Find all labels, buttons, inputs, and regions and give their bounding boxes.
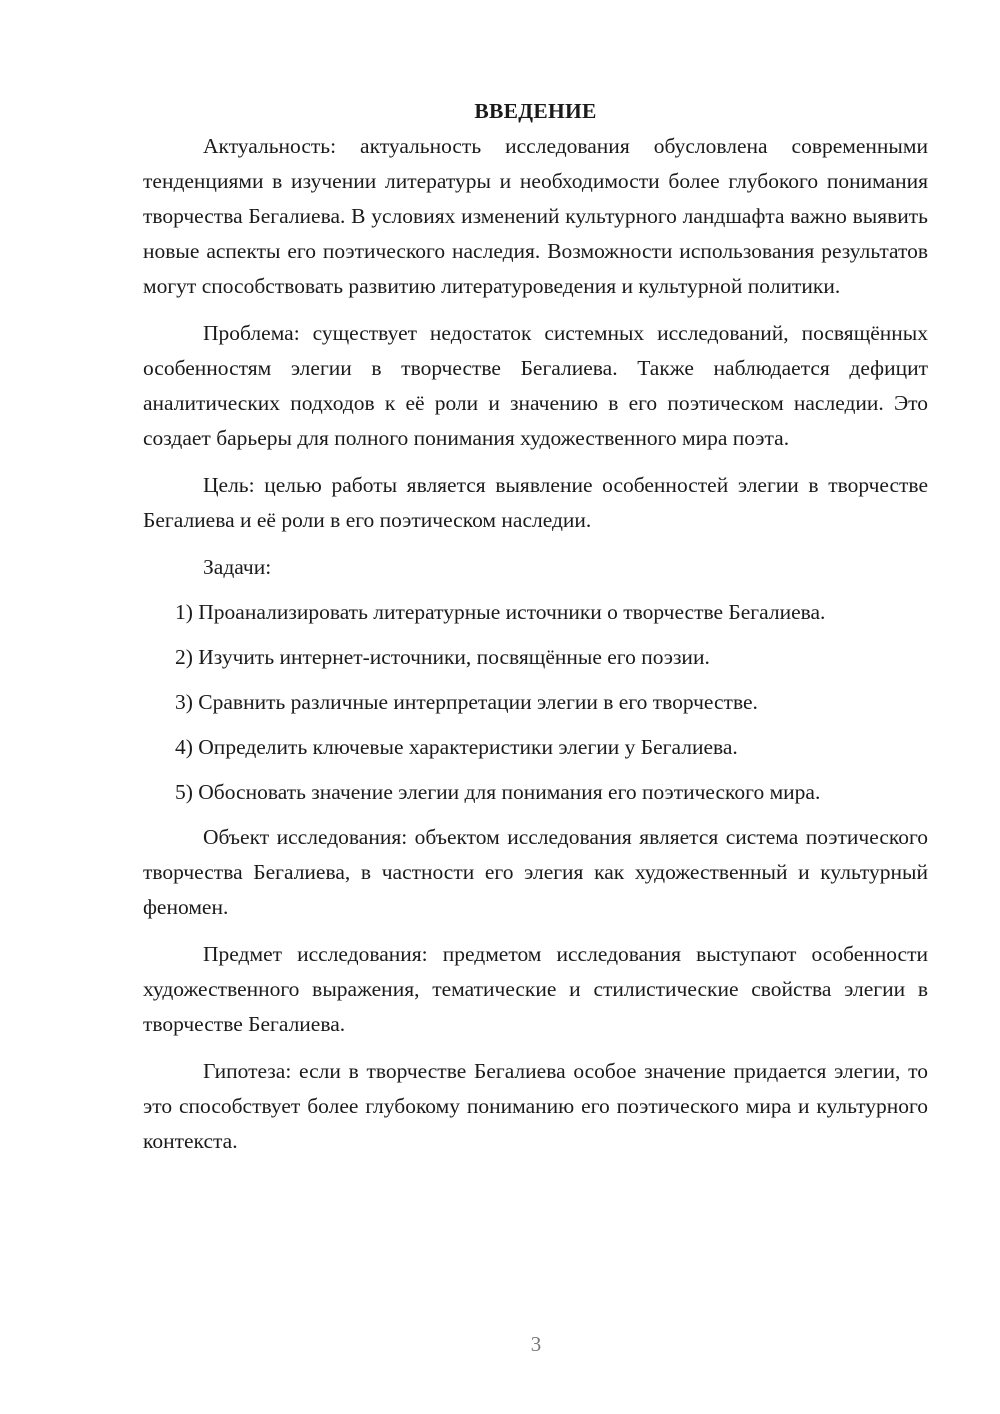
page-content bbox=[143, 94, 928, 1171]
paragraph-hypothesis: Гипотеза: если в творчестве Бегалиева особое значение придается элегии, то это способствует более глубокому пониманию его поэтического мира и культурного контекста. bbox=[143, 1059, 928, 1153]
task-item: 3) Сравнить различные интерпретации элегии в его творчестве. bbox=[175, 690, 758, 714]
paragraph-object: Объект исследования: объектом исследования является система поэтического творчества Бегалиева, в частности его элегия как художественный и культурный феномен. bbox=[143, 825, 928, 919]
task-item: 5) Обосновать значение элегии для понимания его поэтического мира. bbox=[175, 780, 821, 804]
task-item: 2) Изучить интернет-источники, посвящённые его поэзии. bbox=[175, 645, 710, 669]
paragraph-problem: Проблема: существует недостаток системных исследований, посвящённых особенностям элегии в творчестве Бегалиева. Также наблюдается дефицит аналитических подходов к её роли и значению в его поэтическом наследии. Это создает барьеры для полного понимания художественного мира поэта. bbox=[143, 321, 928, 450]
paragraph-subject: Предмет исследования: предметом исследования выступают особенности художественного выражения, тематические и стилистические свойства элегии в творчестве Бегалиева. bbox=[143, 942, 928, 1036]
paragraph-relevance: Актуальность: актуальность исследования обусловлена современными тенденциями в изучении литературы и необходимости более глубокого понимания творчества Бегалиева. В условиях изменений культурного ландшафта важно выявить новые аспекты его поэтического наследия. Возможности использования результатов могут способствовать развитию литературоведения и культурной политики. bbox=[143, 134, 928, 298]
task-item: 1) Проанализировать литературные источники о творчестве Бегалиева. bbox=[175, 600, 826, 624]
page-title: ВВЕДЕНИЕ bbox=[474, 99, 597, 123]
task-item: 4) Определить ключевые характеристики элегии у Бегалиева. bbox=[175, 735, 738, 759]
tasks-label: Задачи: bbox=[203, 555, 272, 579]
page-number: 3 bbox=[530, 1332, 542, 1356]
paragraph-goal: Цель: целью работы является выявление особенностей элегии в творчестве Бегалиева и её роли в его поэтическом наследии. bbox=[143, 473, 928, 532]
